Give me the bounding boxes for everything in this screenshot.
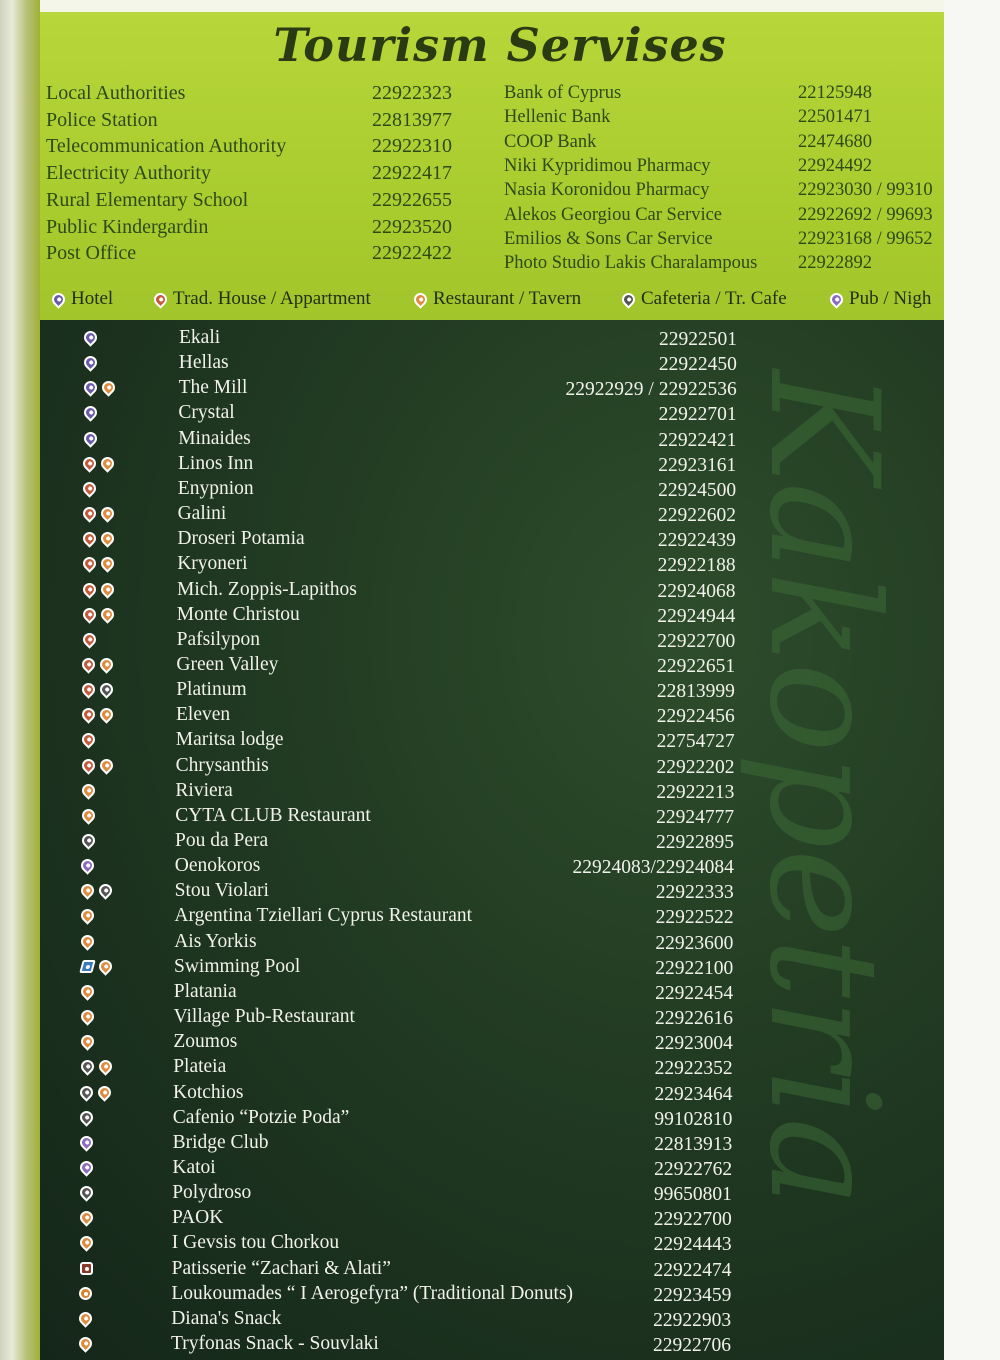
listing-phone: 22922100 [655,957,734,979]
listing-phone: 22922602 [657,505,736,527]
listing-icons [83,583,114,596]
restaurant-icon [99,379,117,397]
legend-item [414,288,581,310]
trad-house-icon [81,479,99,497]
watermark-text: Kakopetria [736,370,910,1207]
restaurant-icon [98,605,116,623]
listing-name: Ekali [179,327,221,348]
listing-icons [84,331,97,344]
service-name: Niki Kypridimou Pharmacy [504,155,711,176]
pub-icon [77,1158,95,1176]
service-name: Local Authorities [46,82,186,104]
listing-row [0,428,1000,453]
listing-name: The Mill [178,377,248,399]
listing-row [0,755,1000,780]
cafeteria-icon [619,290,637,308]
listing-phone: 22813999 [656,681,735,703]
service-name: Bank of Cyprus [504,83,622,103]
listing-icons [81,1010,94,1023]
listing-phone: 22923459 [653,1284,732,1306]
service-phone: 22125948 [798,83,872,103]
listing-phone: 22922188 [657,555,736,577]
listing-name: Kryoneri [177,553,248,575]
listing-phone: 22922616 [654,1008,733,1030]
listing-row [0,377,1000,402]
listing-name: Crystal [178,402,235,424]
listing-phone: 22922701 [658,404,737,426]
listing-row [0,402,1000,427]
listing-name: Platania [173,980,237,1002]
restaurant-icon [79,907,97,925]
listing-icons [79,1312,92,1325]
trad-house-icon [79,706,97,724]
listing-icons [82,759,113,772]
listing-phone: 22813913 [654,1133,733,1155]
service-phone: 22922417 [372,162,452,185]
listing-icons [80,1211,93,1224]
listing-row [0,931,1000,956]
listing-name: Droseri Potamia [177,528,305,550]
trad-house-icon [81,454,99,472]
service-phone: 22922692 / 99693 [798,204,933,225]
listing-phone: 22922352 [654,1058,733,1080]
listing-row [0,629,1000,654]
listing-icons [84,356,97,369]
restaurant-icon [96,1083,114,1101]
listing-row [0,729,1000,754]
service-phone: 22923168 / 99652 [798,228,933,249]
trad-house-icon [151,290,169,308]
restaurant-icon [78,932,96,950]
listing-icons [82,683,113,696]
listing-phone: 22922202 [656,756,735,778]
service-phone: 22923030 / 99310 [798,180,933,201]
service-name: Telecommunication Authority [46,135,287,158]
cafeteria-icon [78,1058,96,1076]
listing-row [0,1308,1000,1333]
listing-icons [83,608,114,621]
trad-house-icon [80,655,98,673]
listing-phone: 22922421 [658,429,737,451]
listing-phone: 22922700 [657,630,736,652]
listing-icons [83,482,96,495]
service-phone: 22474680 [798,131,872,152]
listing-row [0,327,1000,352]
listing-name: Ais Yorkis [174,930,257,952]
listing-icons [83,633,96,646]
trad-house-icon [80,605,98,623]
trad-house-icon [79,756,97,774]
restaurant-icon [78,1032,96,1050]
listing-row [0,1207,1000,1232]
restaurant-icon [97,706,115,724]
hotel-icon [81,353,99,371]
restaurant-icon [78,1007,96,1025]
listing-icons [82,834,95,847]
cafeteria-icon [97,882,115,900]
listing-row [0,1132,1000,1157]
restaurant-icon [96,957,114,975]
legend-label: Cafeteria / Tr. Cafe [641,288,787,309]
listing-phone: 22922456 [656,706,735,728]
trad-house-icon [80,680,98,698]
legend-item [52,288,113,310]
listing-name: Cafenio “Potzie Poda” [172,1106,350,1128]
listing-name: Polydroso [172,1182,252,1204]
listing-icons [81,884,112,897]
listing-row [0,805,1000,830]
service-phone: 22922422 [372,242,452,265]
listing-name: Tryfonas Snack - Souvlaki [171,1333,379,1354]
listing-icons [80,1136,93,1149]
service-phone: 22923520 [372,215,452,238]
legend-label: Trad. House / Appartment [173,288,371,309]
restaurant-icon [77,1234,95,1252]
service-name: Police Station [46,108,158,131]
listing-name: Stou Violari [174,880,269,902]
listing-phone: 99102810 [654,1108,733,1130]
listing-row [0,1283,1000,1308]
service-phone: 22922310 [372,135,452,158]
listing-name: Bridge Club [172,1131,269,1153]
listing-name: Minaides [178,427,251,449]
legend-label: Pub / Nigh [849,288,932,309]
listing-icons [80,1262,93,1275]
listing-phone: 22923600 [655,932,734,954]
listing-phone: 22922929 / 22922536 [565,379,737,401]
listing-row [0,780,1000,805]
service-phone: 22922655 [372,188,452,211]
listing-name: Pafsilypon [176,628,261,650]
listing-row [0,654,1000,679]
listing-row [0,553,1000,578]
listing-icons [82,708,113,721]
cafeteria-icon [98,680,116,698]
legend-label: Hotel [71,288,114,309]
listing-icons [84,432,97,445]
cafeteria-icon [78,1108,96,1126]
listing-icons [81,960,112,973]
restaurant-icon [78,982,96,1000]
service-name: Post Office [46,242,137,265]
listing-phone: 22922762 [654,1158,733,1180]
hotel-icon [81,429,99,447]
listing-phone: 22924068 [657,580,736,602]
listing-name: Maritsa lodge [175,729,284,751]
listing-row [0,1232,1000,1257]
listing-icons [83,457,114,470]
trad-house-icon [80,529,98,547]
listing-icons [81,985,94,998]
listing-phone: 99650801 [653,1184,732,1206]
hotel-icon [81,379,99,397]
restaurant-icon [98,580,116,598]
listing-row [0,1082,1000,1107]
listing-name: Hellas [178,352,229,374]
patisserie-icon [80,1262,93,1275]
listing-name: Chrysanthis [175,754,269,776]
listing-icons [84,406,97,419]
listing-row [0,905,1000,930]
listing-name: Loukoumades “ I Aerogefyra” (Traditional Donuts) [171,1282,574,1304]
listing-name: Swimming Pool [174,955,301,977]
listing-phone: 22924944 [657,605,736,627]
service-phone: 22501471 [798,107,872,128]
cafeteria-icon [77,1183,95,1201]
listing-phone: 22924777 [656,806,735,828]
trad-house-icon [80,504,98,522]
listing-phone: 22923161 [658,454,737,476]
listing-phone: 22924500 [658,479,737,501]
listing-name: CYTA CLUB Restaurant [175,804,371,826]
listing-row [0,478,1000,503]
listing-icons [80,1111,93,1124]
listing-phone: 22923464 [654,1083,733,1105]
pub-icon [79,856,97,874]
listing-phone: 22922501 [659,329,737,350]
listing-name: Diana's Snack [171,1307,282,1329]
listing-phone: 22922450 [658,354,737,376]
legend-label: Restaurant / Tavern [433,288,582,309]
restaurant-icon [96,1058,114,1076]
listing-name: Mich. Zoppis-Lapithos [177,578,357,600]
listing-icons [83,507,114,520]
listing-row [0,1107,1000,1132]
listing-name: PAOK [172,1207,224,1229]
service-name: Hellenic Bank [504,107,611,128]
restaurant-icon [79,882,97,900]
legend-item [830,288,931,310]
listing-icons [83,557,114,570]
restaurant-icon [77,1209,95,1227]
listing-name: Eleven [176,704,231,726]
listing-row [0,604,1000,629]
restaurant-icon [98,529,116,547]
restaurant-icon [98,504,116,522]
listing-phone: 22754727 [656,731,735,753]
restaurant-icon [79,781,97,799]
restaurant-icon [77,1309,95,1327]
service-phone: 22813977 [372,108,452,131]
listing-name: Monte Christou [176,603,300,625]
cafeteria-icon [78,1083,96,1101]
listing-icons [81,1060,112,1073]
restaurant-icon [98,555,116,573]
listing-icons [80,1161,93,1174]
service-name: Nasia Koronidou Pharmacy [504,180,710,201]
listing-row [0,830,1000,855]
service-phone: 22922323 [372,82,452,104]
listing-row [0,880,1000,905]
listing-phone: 22922454 [655,982,734,1004]
listing-phone: 22922333 [655,882,734,904]
listing-row [0,1182,1000,1207]
listing-name: Plateia [173,1056,227,1078]
listing-name: Village Pub-Restaurant [173,1006,355,1028]
legend-item [154,288,371,310]
listing-icons [82,784,95,797]
listing-row [0,1031,1000,1056]
listing-name: Argentina Tziellari Cyprus Restaurant [174,905,473,927]
listing-row [0,981,1000,1006]
listing-phone: 22924083/22924084 [572,857,734,879]
listing-icons [79,1287,92,1300]
listing-row [0,679,1000,704]
trad-house-icon [79,731,97,749]
listing-name: Platinum [176,679,247,701]
listing-phone: 22922903 [653,1309,732,1331]
listing-row [0,956,1000,981]
listing-phone: 22923004 [654,1033,733,1055]
service-name: COOP Bank [504,131,597,152]
listing-row [0,855,1000,880]
listing-row [0,1157,1000,1182]
listing-icons [80,1086,111,1099]
pub-icon [827,290,845,308]
listing-icons [81,909,94,922]
service-phone: 22922892 [798,253,872,274]
listing-phone: 22922474 [653,1259,732,1281]
listing-icons [82,733,95,746]
trad-house-icon [80,580,98,598]
listing-icons [83,532,114,545]
listing-icons [81,935,94,948]
listing-row [0,704,1000,729]
listing-row [0,528,1000,553]
listing-row [0,1006,1000,1031]
listing-name: Katoi [172,1156,216,1178]
listing-phone: 22922651 [657,655,736,677]
listing-row [0,579,1000,604]
listing-phone: 22922439 [657,530,736,552]
listing-icons [82,658,113,671]
listing-name: Riviera [175,779,233,801]
listing-name: Oenokoros [174,855,261,877]
listing-row [0,1333,1000,1358]
listing-icons [80,1186,93,1199]
restaurant-icon [98,655,116,673]
listing-phone: 22924443 [653,1234,732,1256]
listing-row [0,503,1000,528]
service-name: Rural Elementary School [46,188,249,211]
listing-row [0,1056,1000,1081]
page-title: Tourism Servises [273,18,727,72]
listing-phone: 22922700 [653,1209,732,1231]
listing-name: Patisserie “Zachari & Alati” [171,1257,391,1279]
listing-icons [84,381,115,394]
listing-icons [81,859,94,872]
swimming-pool-icon [79,960,95,973]
donut-icon [79,1287,92,1300]
listing-row [0,453,1000,478]
listing-icons [79,1337,92,1350]
listing-name: Pou da Pera [175,830,269,851]
restaurant-icon [411,290,429,308]
listing-name: Zoumos [173,1031,238,1053]
hotel-icon [81,404,99,422]
legend [50,288,944,312]
service-phone: 22924492 [798,155,872,176]
listing-phone: 22922706 [653,1335,731,1356]
restaurant-icon [76,1334,94,1352]
listing-name: Kotchios [173,1081,244,1103]
legend-item [622,288,787,310]
pub-icon [77,1133,95,1151]
listing-name: Enypnion [177,477,254,499]
trad-house-icon [80,630,98,648]
listing-row [0,1258,1000,1283]
restaurant-icon [99,454,117,472]
listing-phone: 22922522 [655,907,734,929]
trad-house-icon [80,555,98,573]
hotel-icon [81,328,99,346]
listing-phone: 22922213 [656,781,735,803]
listing-icons [81,1035,94,1048]
listing-icons [82,809,95,822]
listing-name: I Gevsis tou Chorkou [171,1232,340,1254]
restaurant-icon [97,756,115,774]
listing-name: Green Valley [176,653,279,675]
service-name: Alekos Georgiou Car Service [504,204,723,225]
listing-name: Linos Inn [178,452,254,474]
listing-name: Galini [177,503,227,525]
service-name: Electricity Authority [46,162,211,185]
hotel-icon [49,290,67,308]
service-name: Emilios & Sons Car Service [504,228,713,249]
service-name: Public Kindergardin [46,215,209,238]
service-name: Photo Studio Lakis Charalampous [504,253,758,274]
listing-row [0,352,1000,377]
cafeteria-icon [79,831,97,849]
restaurant-icon [79,806,97,824]
listing-phone: 22922895 [656,832,734,853]
listing-icons [80,1236,93,1249]
